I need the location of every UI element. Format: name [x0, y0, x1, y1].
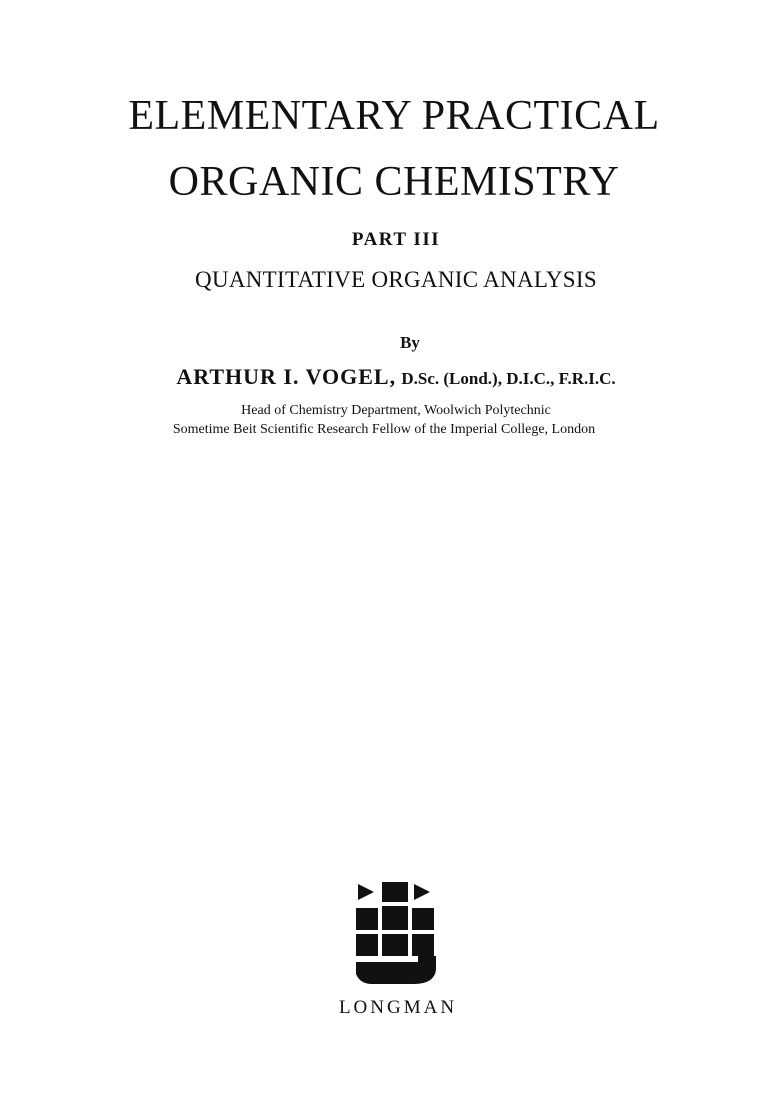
ship-icon	[354, 880, 438, 988]
publisher-name: LONGMAN	[338, 997, 458, 1018]
by-label: By	[400, 333, 420, 352]
ship-sail-row3-mid	[382, 934, 408, 956]
ship-sail-row3-left	[356, 934, 378, 956]
ship-sail-row3-right	[412, 934, 434, 956]
ship-sail-row2-left	[356, 908, 378, 930]
ship-sail-row2-mid	[382, 906, 408, 930]
book-title-line-1: ELEMENTARY PRACTICAL	[128, 93, 660, 139]
ship-stern	[418, 956, 436, 964]
book-subtitle: QUANTITATIVE ORGANIC ANALYSIS	[195, 267, 597, 292]
author-affiliation-1: Head of Chemistry Department, Woolwich Polytechnic	[241, 403, 551, 418]
part-number: PART III	[351, 229, 441, 250]
author-affiliation-2: Sometime Beit Scientific Research Fellow of the Imperial College, London	[172, 422, 596, 437]
ship-pennant-left	[358, 884, 374, 900]
author-line	[12, 364, 768, 390]
ship-sail-row2-right	[412, 908, 434, 930]
ship-pennant-right	[414, 884, 430, 900]
author-name: ARTHUR I. VOGEL,	[176, 364, 397, 389]
book-title-line-2: ORGANIC CHEMISTRY	[168, 159, 620, 205]
author-degrees: D.Sc. (Lond.), D.I.C., F.R.I.C.	[401, 369, 616, 388]
ship-hull	[356, 962, 436, 984]
ship-sail-top	[382, 882, 408, 902]
